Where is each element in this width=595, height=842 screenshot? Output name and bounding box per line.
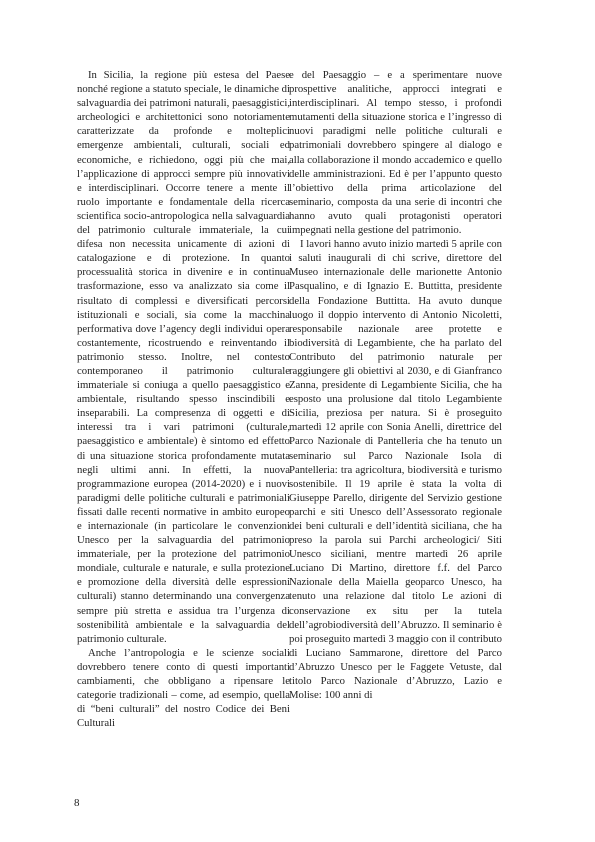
paragraph-paesaggio-continued: e del Paesaggio – e a sperimentare nuove prospettive analitiche, approcci integrati e interdisciplinari. Al tempo stesso, i profondi mutamenti della situazione storica e l’ingresso di nuovi paradigmi nelle politiche culturali e patrimoniali dovrebbero spingere al dialogo e alla collaborazione il mondo accademico e quello delle amministrazioni. Ed è per l’appunto questo l’obiettivo della prima articolazione del seminario, composta da una serie di incontri che hanno avuto quali protagonisti operatori impegnati nella gestione del patrimonio. <box>289 69 502 237</box>
left-column <box>77 68 290 730</box>
page-number: 8 <box>74 797 80 809</box>
paragraph-sicilia: In Sicilia, la regione più estesa del Paese nonché regione a statuto speciale, le dinamiche di salvaguardia dei patrimoni naturali, paesaggistici, archeologici e architettonici sono notoriamente caratterizzate da profonde e molteplici emergenze ambientali, culturali, sociali ed economiche, e richiedono, oggi più che mai, l’applicazione di approcci sempre più innovativi e interdisciplinari. Occorre tenere a mente il ruolo importante e fondamentale della ricerca scientifica socio-antropologica nella salvaguardia del patrimonio culturale immateriale, la cui difesa non necessita unicamente di azioni di catalogazione e di protezione. In quanto processualità storica in divenire e in continua trasformazione, esso va analizzato sia come il risultato di complessi e diversificati percorsi istituzionali e sociali, sia come la macchina performativa dove l’agency degli individui opera costantemente, ricostruendo e reinventando il patrimonio stesso. Inoltre, nel contesto contemporaneo il patrimonio culturale immateriale si coniuga a quello paesaggistico e ambientale, risultando spesso inscindibili e inseparabili. La compresenza di oggetti e di interessi tra i vari patrimoni (culturale, paesaggistico e ambientale) è sintomo ed effetto di una situazione storica profondamente mutata negli ultimi anni. In effetti, la nuova programmazione europea (2014-2020) e i nuovi paradigmi delle politiche culturali e patrimoniali fissati dalle recenti normative in ambito europeo e internazionale (in particolare le convenzioni Unesco per la salvaguardia del patrimonio immateriale, per la protezione del patrimonio mondiale, culturale e naturale, e sulla protezione e promozione della diversità delle espressioni culturali) stanno determinando una convergenza sempre più stretta e assidua tra l’urgenza di sostenibilità ambientale e la salvaguardia del patrimonio culturale. <box>77 69 290 645</box>
paragraph-lavori: I lavori hanno avuto inizio martedì 5 aprile con i saluti inaugurali di chi scrive, direttore del Museo internazionale delle marionette Antonio Pasqualino, e di Ignazio E. Buttitta, presidente della Fondazione Buttitta. Ha avuto dunque luogo il doppio intervento di Antonio Nicoletti, responsabile nazionale aree protette e biodiversità di Legambiente, che ha parlato del Contributo del patrimonio naturale per raggiungere gli obiettivi al 2030, e di Gianfranco Zanna, presidente di Legambiente Sicilia, che ha esposto una prolusione dal titolo Legambiente Sicilia, preziosa per natura. Si è proseguito martedì 12 aprile con Sonia Anelli, direttrice del Parco Nazionale di Pantelleria che ha tenuto un seminario sul Parco Nazionale Isola di Pantelleria: tra agricoltura, biodiversità e turismo sostenibile. Il 19 aprile è stata la volta di Giuseppe Parello, dirigente del Servizio gestione parchi e siti Unesco dell’Assessorato regionale dei beni culturali e dell’identità siciliana, che ha preso la parola sui Parchi archeologici/ Siti Unesco siciliani, mentre martedì 26 aprile Luciano Di Martino, direttore f.f. del Parco Nazionale della Maiella geoparco Unesco, ha tenuto una relazione dal titolo Le azioni di conservazione ex situ per la tutela dell’agrobiodiversità dell’Abruzzo. Il seminario è poi proseguito martedì 3 maggio con il contributo di Luciano Sammarone, direttore del Parco d’Abruzzo Unesco per le Faggete Vetuste, dal titolo Parco Nazionale d’Abruzzo, Lazio e Molise: 100 anni di <box>289 238 502 702</box>
paragraph-antropologia: Anche l’antropologia e le scienze sociali dovrebbero tenere conto di questi importanti cambiamenti, che obbligano a ripensare le categorie tradizionali – come, ad esempio, quella di “beni culturali” del nostro Codice dei Beni Culturali <box>77 646 290 730</box>
right-column <box>289 68 502 702</box>
